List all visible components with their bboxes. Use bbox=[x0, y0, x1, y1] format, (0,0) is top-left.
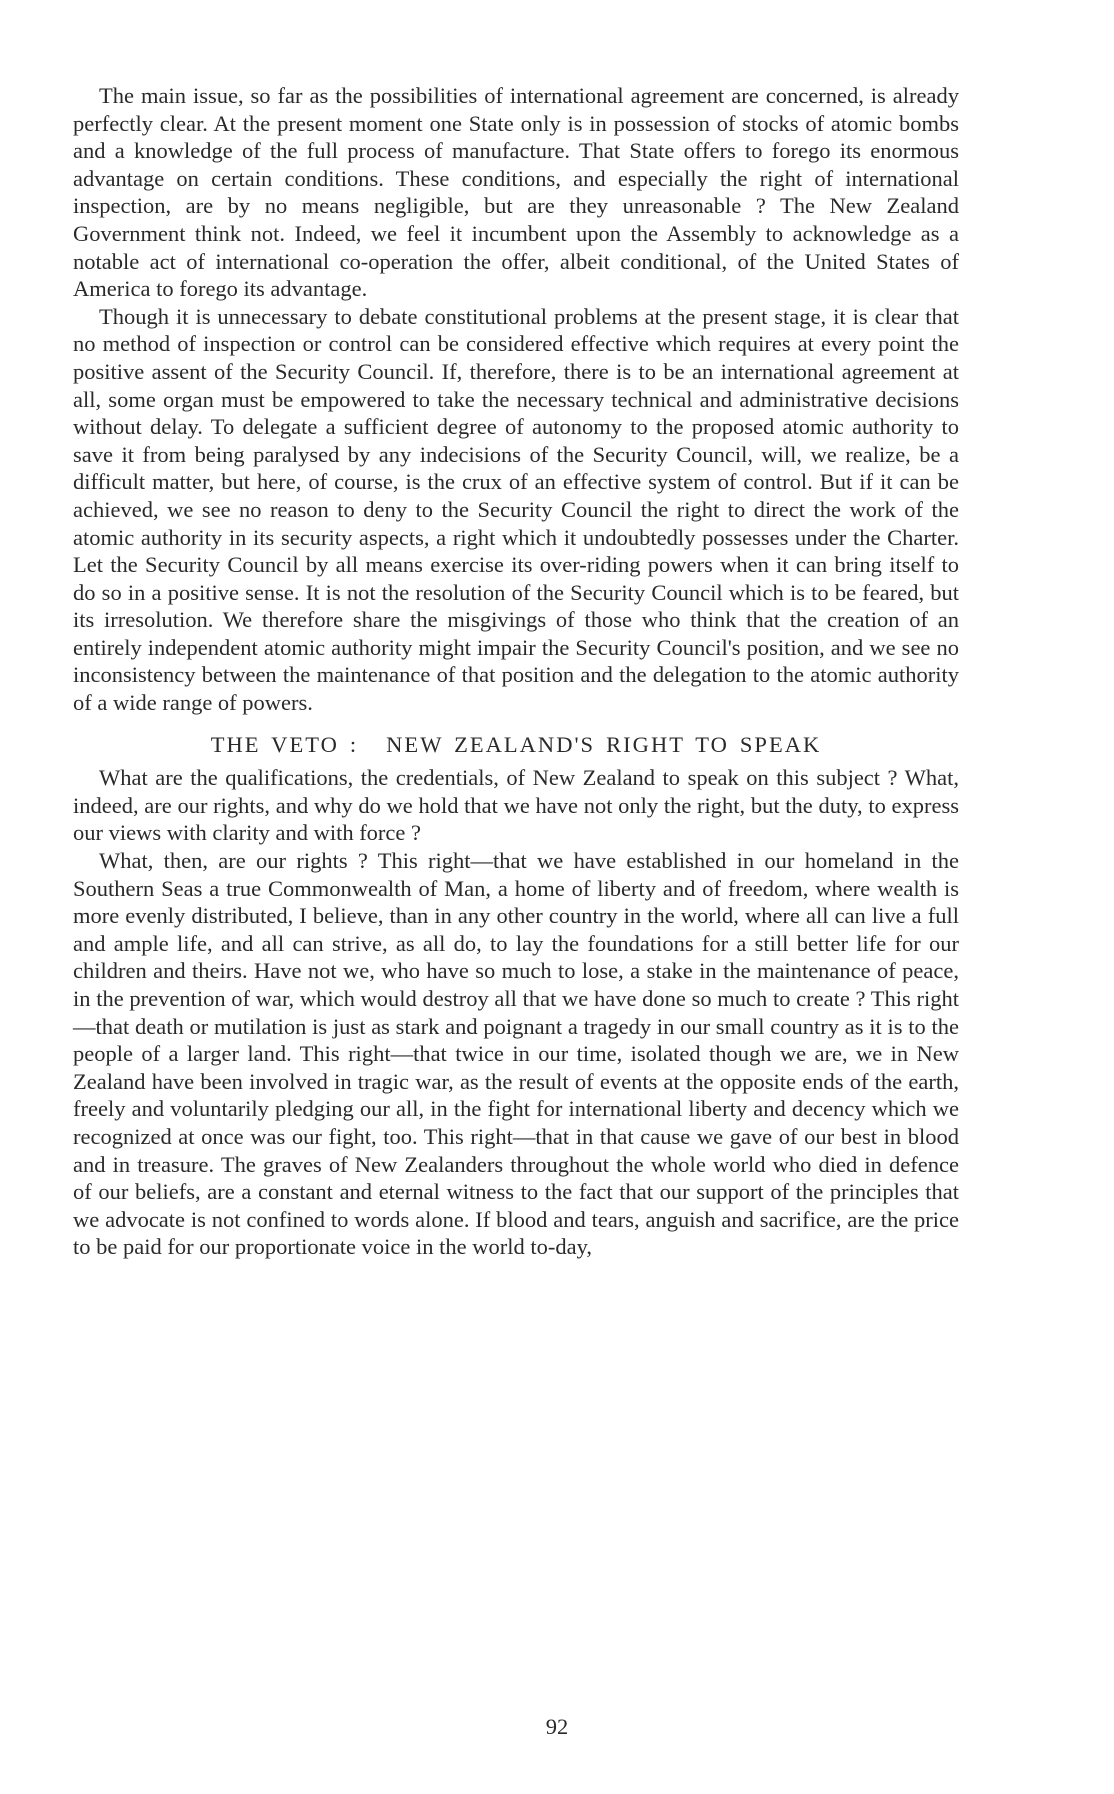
section-heading-part-2: NEW ZEALAND'S RIGHT TO SPEAK bbox=[386, 731, 822, 757]
body-paragraph-4: What, then, are our rights ? This right—that we have established in our homeland in the Southern Seas a true Commonwealth of Man, a home of liberty and of freedom, where wealth is more evenly distributed, I believe, than in any other country in the world, where all can live a full and ample life, and all can strive, as all do, to lay the foundations for a still better life for our children and theirs. Have not we, who have so much to lose, a stake in the maintenance of peace, in the prevention of war, which would destroy all that we have done so much to create ? This right—that death or mutilation is just as stark and poignant a tragedy in our small country as it is to the people of a larger land. This right—that twice in our time, isolated though we are, we in New Zealand have been involved in tragic war, as the result of events at the opposite ends of the earth, freely and voluntarily pledging our all, in the fight for international liberty and decency which we recognized at once was our fight, too. This right—that in that cause we gave of our best in blood and in treasure. The graves of New Zealanders throughout the whole world who died in defence of our beliefs, are a constant and eternal witness to the fact that our support of the principles that we advocate is not confined to words alone. If blood and tears, anguish and sacrifice, are the price to be paid for our proportionate voice in the world to-day, bbox=[73, 848, 959, 1260]
section-heading-part-1: THE VETO : bbox=[210, 731, 359, 757]
body-paragraph-1: The main issue, so far as the possibilities of international agreement are concerned, is already perfectly clear. At the present moment one State only is in possession of stocks of atomic bombs and a knowledge of the full process of manufacture. That State offers to forego its enormous advantage on certain conditions. These conditions, and especially the right of international inspection, are by no means negligible, but are they unreasonable ? The New Zealand Government think not. Indeed, we feel it incumbent upon the Assembly to acknowledge as a notable act of international co-operation the offer, albeit conditional, of the United States of America to forego its advantage. bbox=[73, 83, 959, 302]
page-number: 92 bbox=[545, 1714, 569, 1739]
section-heading bbox=[73, 731, 959, 759]
body-paragraph-2: Though it is unnecessary to debate constitutional problems at the present stage, it is clear that no method of inspection or control can be considered effective which requires at every point the positive assent of the Security Council. If, therefore, there is to be an international agreement at all, some organ must be empowered to take the necessary technical and administrative decisions without delay. To delegate a sufficient degree of autonomy to the proposed atomic authority to save it from being paralysed by any indecisions of the Security Council, will, we realize, be a difficult matter, but here, of course, is the crux of an effective system of control. But if it can be achieved, we see no reason to deny to the Security Council the right to direct the work of the atomic authority in its security aspects, a right which it undoubtedly possesses under the Charter. Let the Security Council by all means exercise its over-riding powers when it can bring itself to do so in a positive sense. It is not the resolution of the Security Council which is to be feared, but its irresolution. We therefore share the misgivings of those who think that the creation of an entirely independent atomic authority might impair the Security Council's position, and we see no inconsistency between the maintenance of that position and the delegation to the atomic authority of a wide range of powers. bbox=[73, 303, 959, 716]
body-paragraph-3: What are the qualifications, the credentials, of New Zealand to speak on this subject ? What, indeed, are our rights, and why do we hold that we have not only the right, but the duty, to express our views with clarity and with force ? bbox=[73, 765, 959, 846]
document-page bbox=[73, 82, 959, 1261]
